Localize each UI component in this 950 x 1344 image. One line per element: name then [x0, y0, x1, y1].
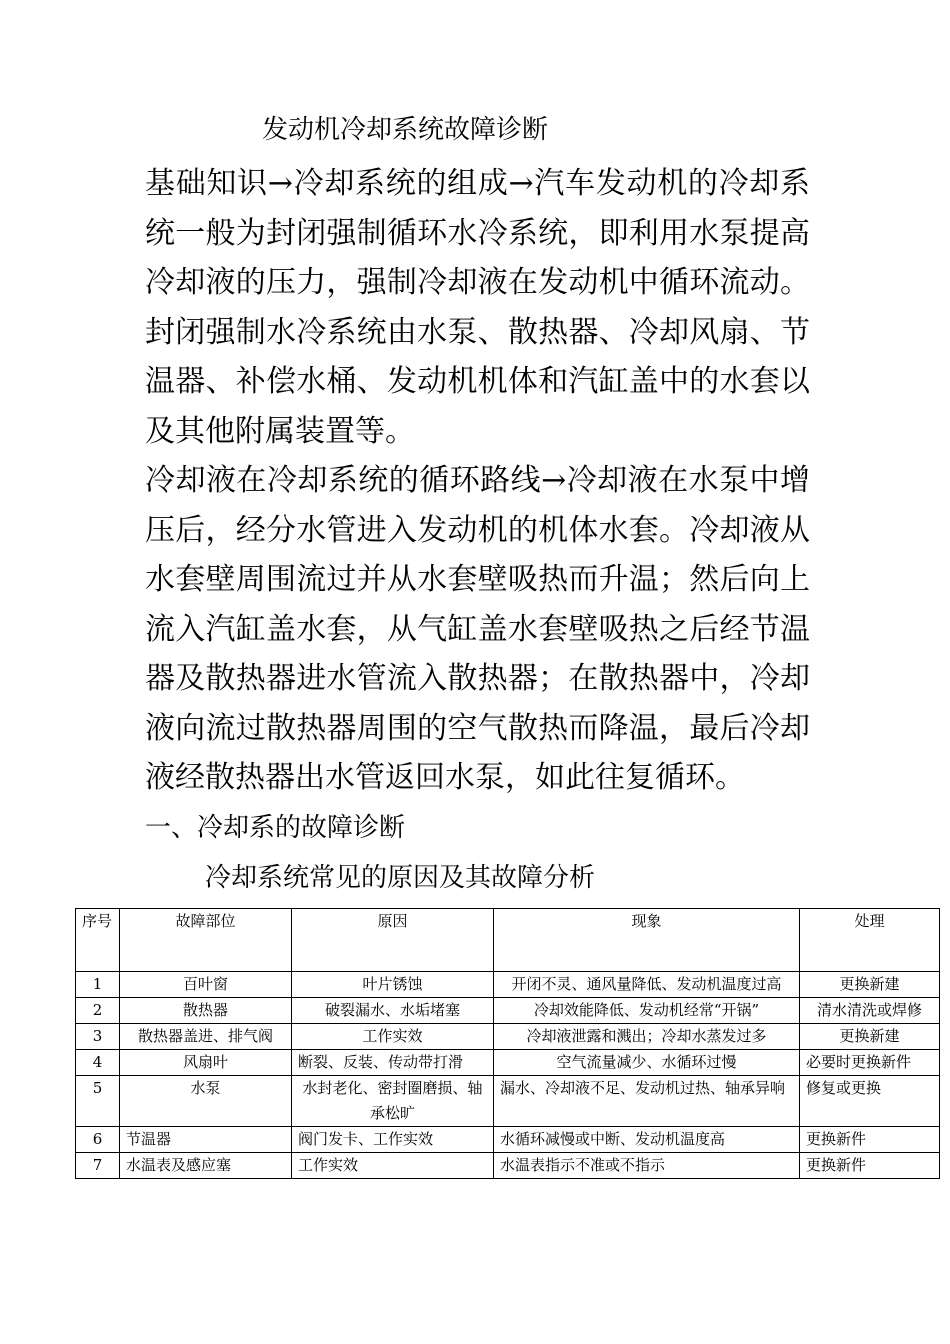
cell-fault-location: 水泵	[120, 1076, 292, 1127]
cell-cause: 破裂漏水、水垢堵塞	[292, 998, 494, 1024]
cell-fault-location: 散热器	[120, 998, 292, 1024]
cell-symptom: 冷却效能降低、发动机经常“开锅”	[494, 998, 800, 1024]
cell-treatment: 必要时更换新件	[800, 1050, 940, 1076]
cell-symptom: 水温表指示不准或不指示	[494, 1153, 800, 1179]
cell-fault-location: 百叶窗	[120, 972, 292, 998]
section-heading: 一、冷却系的故障诊断	[145, 813, 406, 843]
cell-treatment: 清水清洗或焊修	[800, 998, 940, 1024]
paragraph-coolant-circulation-route: 冷却液在冷却系统的循环路线→冷却液在水泵中增压后，经分水管进入发动机的机体水套。冷却液从水套壁周围流过并从水套壁吸热而升温；然后向上流入汽缸盖水套，从气缸盖水套壁吸热之后经节温器及散热器进水管流入散热器；在散热器中，冷却液向流过散热器周围的空气散热而降温，最后冷却液经散热器出水管返回水泵，如此往复循环。	[145, 463, 810, 795]
cell-index: 5	[76, 1076, 120, 1127]
table-row	[76, 1153, 940, 1179]
cell-treatment: 更换新建	[800, 972, 940, 998]
cell-fault-location: 水温表及感应塞	[120, 1153, 292, 1179]
table-caption: 冷却系统常见的原因及其故障分析	[205, 863, 596, 893]
cell-treatment: 更换新件	[800, 1127, 940, 1153]
cell-fault-location: 风扇叶	[120, 1050, 292, 1076]
paragraph-cooling-system-composition: 基础知识→冷却系统的组成→汽车发动机的冷却系统一般为封闭强制循环水冷系统，即利用水泵提高冷却液的压力，强制冷却液在发动机中循环流动。封闭强制水冷系统由水泵、散热器、冷却风扇、节温器、补偿水桶、发动机机体和汽缸盖中的水套以及其他附属装置等。	[145, 166, 810, 449]
header-treatment: 处理	[800, 909, 940, 972]
cell-index: 7	[76, 1153, 120, 1179]
cell-index: 6	[76, 1127, 120, 1153]
cell-fault-location: 散热器盖进、排气阀	[120, 1024, 292, 1050]
cell-cause: 叶片锈蚀	[292, 972, 494, 998]
cell-treatment: 更换新件	[800, 1153, 940, 1179]
cell-treatment: 修复或更换	[800, 1076, 940, 1127]
cell-index: 1	[76, 972, 120, 998]
header-index: 序号	[76, 909, 120, 972]
cell-cause: 阀门发卡、工作实效	[292, 1127, 494, 1153]
cell-symptom: 水循环减慢或中断、发动机温度高	[494, 1127, 800, 1153]
cell-symptom: 漏水、冷却液不足、发动机过热、轴承异响	[494, 1076, 800, 1127]
cell-fault-location: 节温器	[120, 1127, 292, 1153]
cell-treatment: 更换新建	[800, 1024, 940, 1050]
header-symptom: 现象	[494, 909, 800, 972]
table-row	[76, 1024, 940, 1050]
cell-cause: 断裂、反装、传动带打滑	[292, 1050, 494, 1076]
cell-cause: 工作实效	[292, 1153, 494, 1179]
cell-symptom: 空气流量减少、水循环过慢	[494, 1050, 800, 1076]
cell-symptom: 冷却液泄露和溅出；冷却水蒸发过多	[494, 1024, 800, 1050]
cell-index: 3	[76, 1024, 120, 1050]
cell-symptom: 开闭不灵、通风量降低、发动机温度过高	[494, 972, 800, 998]
table-row	[76, 998, 940, 1024]
header-fault-location: 故障部位	[120, 909, 292, 972]
cell-cause: 水封老化、密封圈磨损、轴承松旷	[292, 1076, 494, 1127]
header-cause: 原因	[292, 909, 494, 972]
table-row	[76, 972, 940, 998]
table-row	[76, 1050, 940, 1076]
table-header-row	[76, 909, 940, 972]
table-row	[76, 1076, 940, 1127]
cell-index: 2	[76, 998, 120, 1024]
document-title: 发动机冷却系统故障诊断	[262, 115, 549, 145]
cell-cause: 工作实效	[292, 1024, 494, 1050]
table-row	[76, 1127, 940, 1153]
fault-analysis-table	[75, 908, 940, 1179]
cell-index: 4	[76, 1050, 120, 1076]
